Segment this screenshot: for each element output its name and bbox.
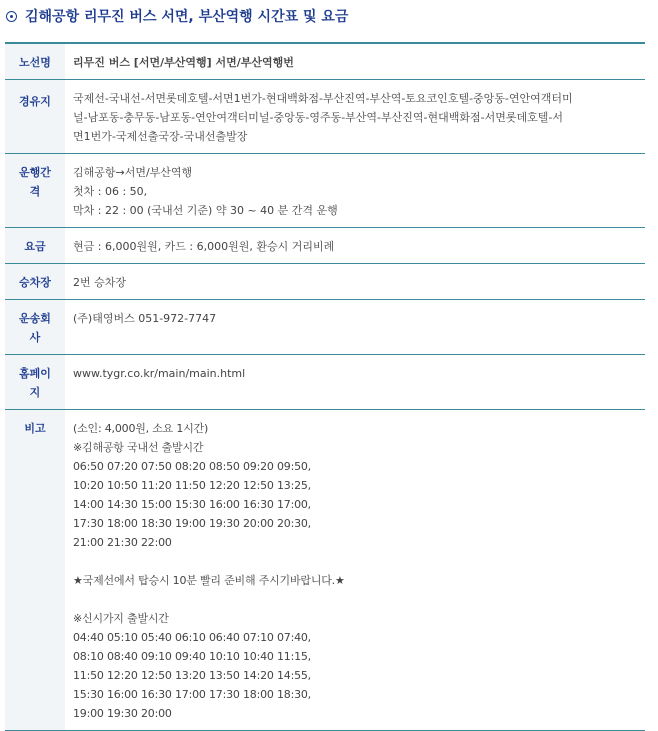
note-label: 비고 (5, 410, 65, 731)
interval-label-line: 격 (29, 185, 41, 198)
note-line: 08:10 08:40 09:10 09:40 10:10 10:40 11:15, (73, 650, 311, 663)
stand-row (5, 264, 645, 300)
interval-label-line: 운행간 (19, 166, 51, 179)
interval-value (65, 154, 645, 228)
stops-line: 면1번가-국제선출국장-국내선출발장 (73, 130, 248, 143)
note-line: ★국제선에서 탑승시 10분 빨리 준비해 주시기바랍니다.★ (73, 574, 345, 587)
interval-row (5, 154, 645, 228)
fare-row (5, 228, 645, 264)
note-line (73, 552, 637, 571)
stops-value (65, 80, 645, 154)
note-line (73, 590, 637, 609)
operator-label (5, 300, 65, 355)
fare-label: 요금 (5, 228, 65, 264)
interval-line: 김해공항→서면/부산역행 (73, 166, 193, 179)
note-line: 10:20 10:50 11:20 11:50 12:20 12:50 13:25, (73, 479, 311, 492)
note-line: 19:00 19:30 20:00 (73, 707, 172, 720)
operator-row (5, 300, 645, 355)
fare-value: 현금 : 6,000원원, 카드 : 6,000원원, 환승시 거리비례 (65, 228, 645, 264)
note-line: 04:40 05:10 05:40 06:10 06:40 07:10 07:40, (73, 631, 311, 644)
operator-value: (주)태영버스 051-972-7747 (65, 300, 645, 355)
homepage-label-line: 홈페이 (19, 367, 51, 380)
note-line: 11:50 12:20 12:50 13:20 13:50 14:20 14:55, (73, 669, 311, 682)
operator-label-line: 사 (29, 331, 41, 344)
stops-row (5, 80, 645, 154)
route-label: 노선명 (5, 43, 65, 80)
homepage-label-line: 지 (29, 386, 41, 399)
stops-line: 널-남포동-충무동-남포동-연안여객터미널-중앙동-영주동-부산역-부산진역-현대백화점-서면롯데호텔-서 (73, 111, 563, 124)
note-line: 21:00 21:30 22:00 (73, 536, 172, 549)
route-value: 리무진 버스 [서면/부산역행] 서면/부산역행번 (65, 43, 645, 80)
homepage-row (5, 355, 645, 410)
bus-info-table (5, 42, 645, 731)
circle-bullet-icon (6, 11, 17, 22)
operator-label-line: 운송회 (19, 312, 51, 325)
note-line: (소인: 4,000원, 소요 1시간) (73, 422, 209, 435)
note-value (65, 410, 645, 731)
note-line: 15:30 16:00 16:30 17:00 17:30 18:00 18:30, (73, 688, 311, 701)
interval-label (5, 154, 65, 228)
note-line: ※신시가지 출발시간 (73, 612, 169, 625)
note-line: 17:30 18:00 18:30 19:00 19:30 20:00 20:30, (73, 517, 311, 530)
note-line: 14:00 14:30 15:00 15:30 16:00 16:30 17:00, (73, 498, 311, 511)
note-row (5, 410, 645, 731)
route-row (5, 43, 645, 80)
note-line: 06:50 07:20 07:50 08:20 08:50 09:20 09:50, (73, 460, 311, 473)
interval-line: 첫차 : 06 : 50, (73, 185, 148, 198)
stand-label: 승차장 (5, 264, 65, 300)
page-header (6, 4, 348, 28)
stops-label: 경유지 (5, 80, 65, 154)
homepage-link[interactable]: www.tygr.co.kr/main/main.html (65, 355, 645, 410)
note-line: ※김해공항 국내선 출발시간 (73, 441, 204, 454)
page-title: 김해공항 리무진 버스 서면, 부산역행 시간표 및 요금 (25, 9, 349, 25)
stops-line: 국제선-국내선-서면롯데호텔-서면1번가-현대백화점-부산진역-부산역-토요코인호텔-중앙동-연안여객터미 (73, 92, 573, 105)
homepage-label (5, 355, 65, 410)
interval-line: 막차 : 22 : 00 (국내선 기준) 약 30 ~ 40 분 간격 운행 (73, 204, 338, 217)
stand-value: 2번 승차장 (65, 264, 645, 300)
